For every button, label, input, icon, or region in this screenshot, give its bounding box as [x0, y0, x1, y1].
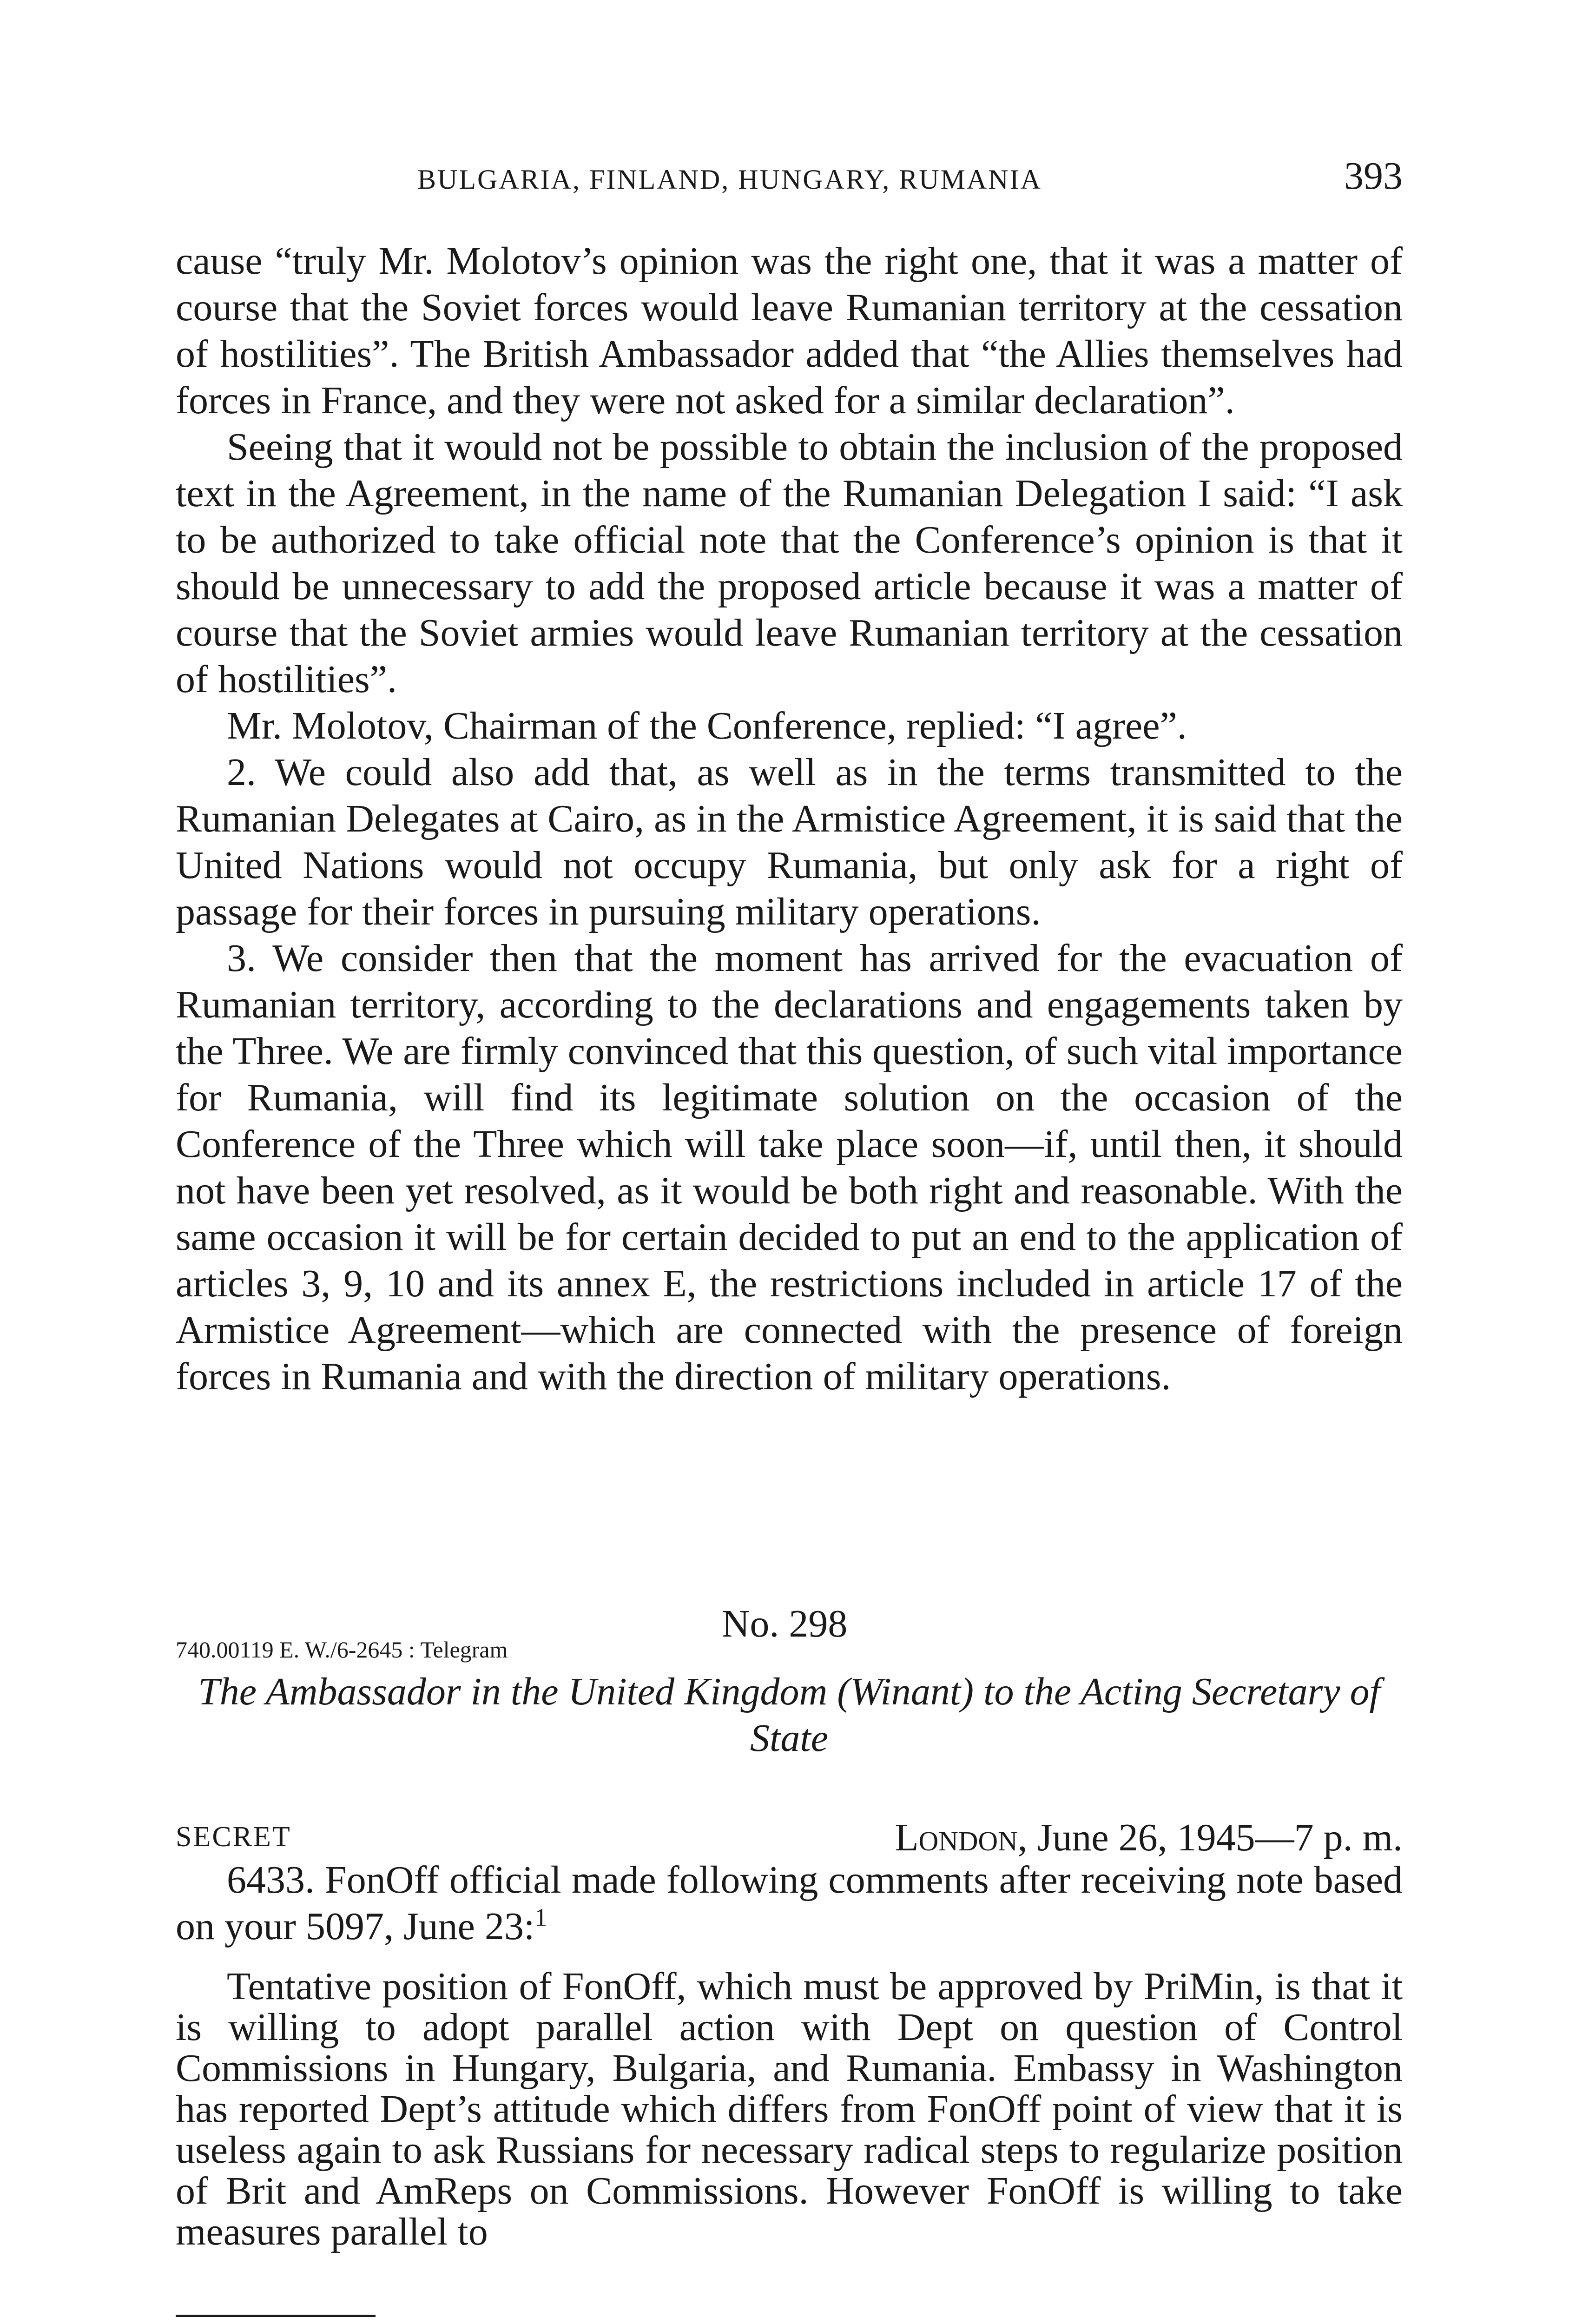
document-number: No. 298: [721, 1602, 848, 1645]
paragraph-molotov-reply: Mr. Molotov, Chairman of the Conference, replied: “I agree”.: [227, 704, 1187, 747]
body-text: [176, 238, 1403, 1400]
footnote-reference: 1: [534, 1903, 547, 1931]
running-title: BULGARIA, FINLAND, HUNGARY, RUMANIA: [417, 164, 1042, 195]
telegram-opening: [176, 1857, 1403, 1950]
paragraph-point-3: 3. We consider then that the moment has arrived for the evacuation of Rumanian territory, according to the declarations and engagements taken by the Three. We are firmly convinced that this question, of such vital importance for Rumania, will find its legitimate solution on the occasion of the Conference of the Three which will take place soon—if, until then, it should not have been yet resolved, as it would be both right and reasonable. With the same occasion it will be for certain decided to put an end to the application of articles 3, 9, 10 and its annex E, the restrictions included in article 17 of the Armistice Agreement—which are connected with the presence of foreign forces in Rumania and with the direction of military operations.: [176, 937, 1403, 1398]
telegram-body: [176, 1857, 1403, 2252]
footnote-divider: [176, 2315, 376, 2317]
paragraph-continuation: cause “truly Mr. Molotov’s opinion was the right one, that it was a matter of course that the Soviet forces would leave Rumanian territory at the cessation of hostilities”. The British Ambassador added that “the Allies themselves had forces in France, and they were not asked for a similar declaration”.: [176, 239, 1403, 422]
paragraph-rumanian-delegation: Seeing that it would not be possible to obtain the inclusion of the proposed text in the Agreement, in the name of the Rumanian Delegation I said: “I ask to be authorized to take official note that the Conference’s opinion is that it should be unnecessary to add the proposed article because it was a matter of course that the Soviet armies would leave Rumanian territory at the cessation of hostilities”.: [176, 425, 1403, 701]
page-number: 393: [1344, 154, 1403, 198]
classification-label: SECRET: [176, 1821, 291, 1853]
running-head: [176, 153, 1403, 214]
document-title: The Ambassador in the United Kingdom (Winant) to the Acting Secretary of State: [198, 1670, 1380, 1760]
date: June 26, 1945—7 p. m.: [1037, 1816, 1403, 1859]
telegram-opening-text: 6433. FonOff official made following comments after receiving note based on your 5097, June 23:: [176, 1858, 1403, 1948]
file-reference: 740.00119 E. W./6-2645 : Telegram: [176, 1637, 508, 1663]
place-date: [895, 1815, 1403, 1860]
dateline: [176, 1815, 1403, 1862]
paragraph-point-2: 2. We could also add that, as well as in the terms transmitted to the Rumanian Delegates at Cairo, as in the Armistice Agreement, it is said that the United Nations would not occupy Rumania, but only ask for a right of passage for their forces in pursuing military operations.: [176, 751, 1403, 933]
place: London,: [895, 1816, 1028, 1859]
telegram-paragraph: Tentative position of FonOff, which must be approved by PriMin, is that it is willing to adopt parallel action with Dept on question of Control Commissions in Hungary, Bulgaria, and Rumania. Embassy in Washington has reported Dept’s attitude which differs from FonOff point of view that it is useless again to ask Russians for necessary radical steps to regularize position of Brit and AmReps on Commissions. However FonOff is willing to take measures parallel to: [176, 1965, 1403, 2253]
